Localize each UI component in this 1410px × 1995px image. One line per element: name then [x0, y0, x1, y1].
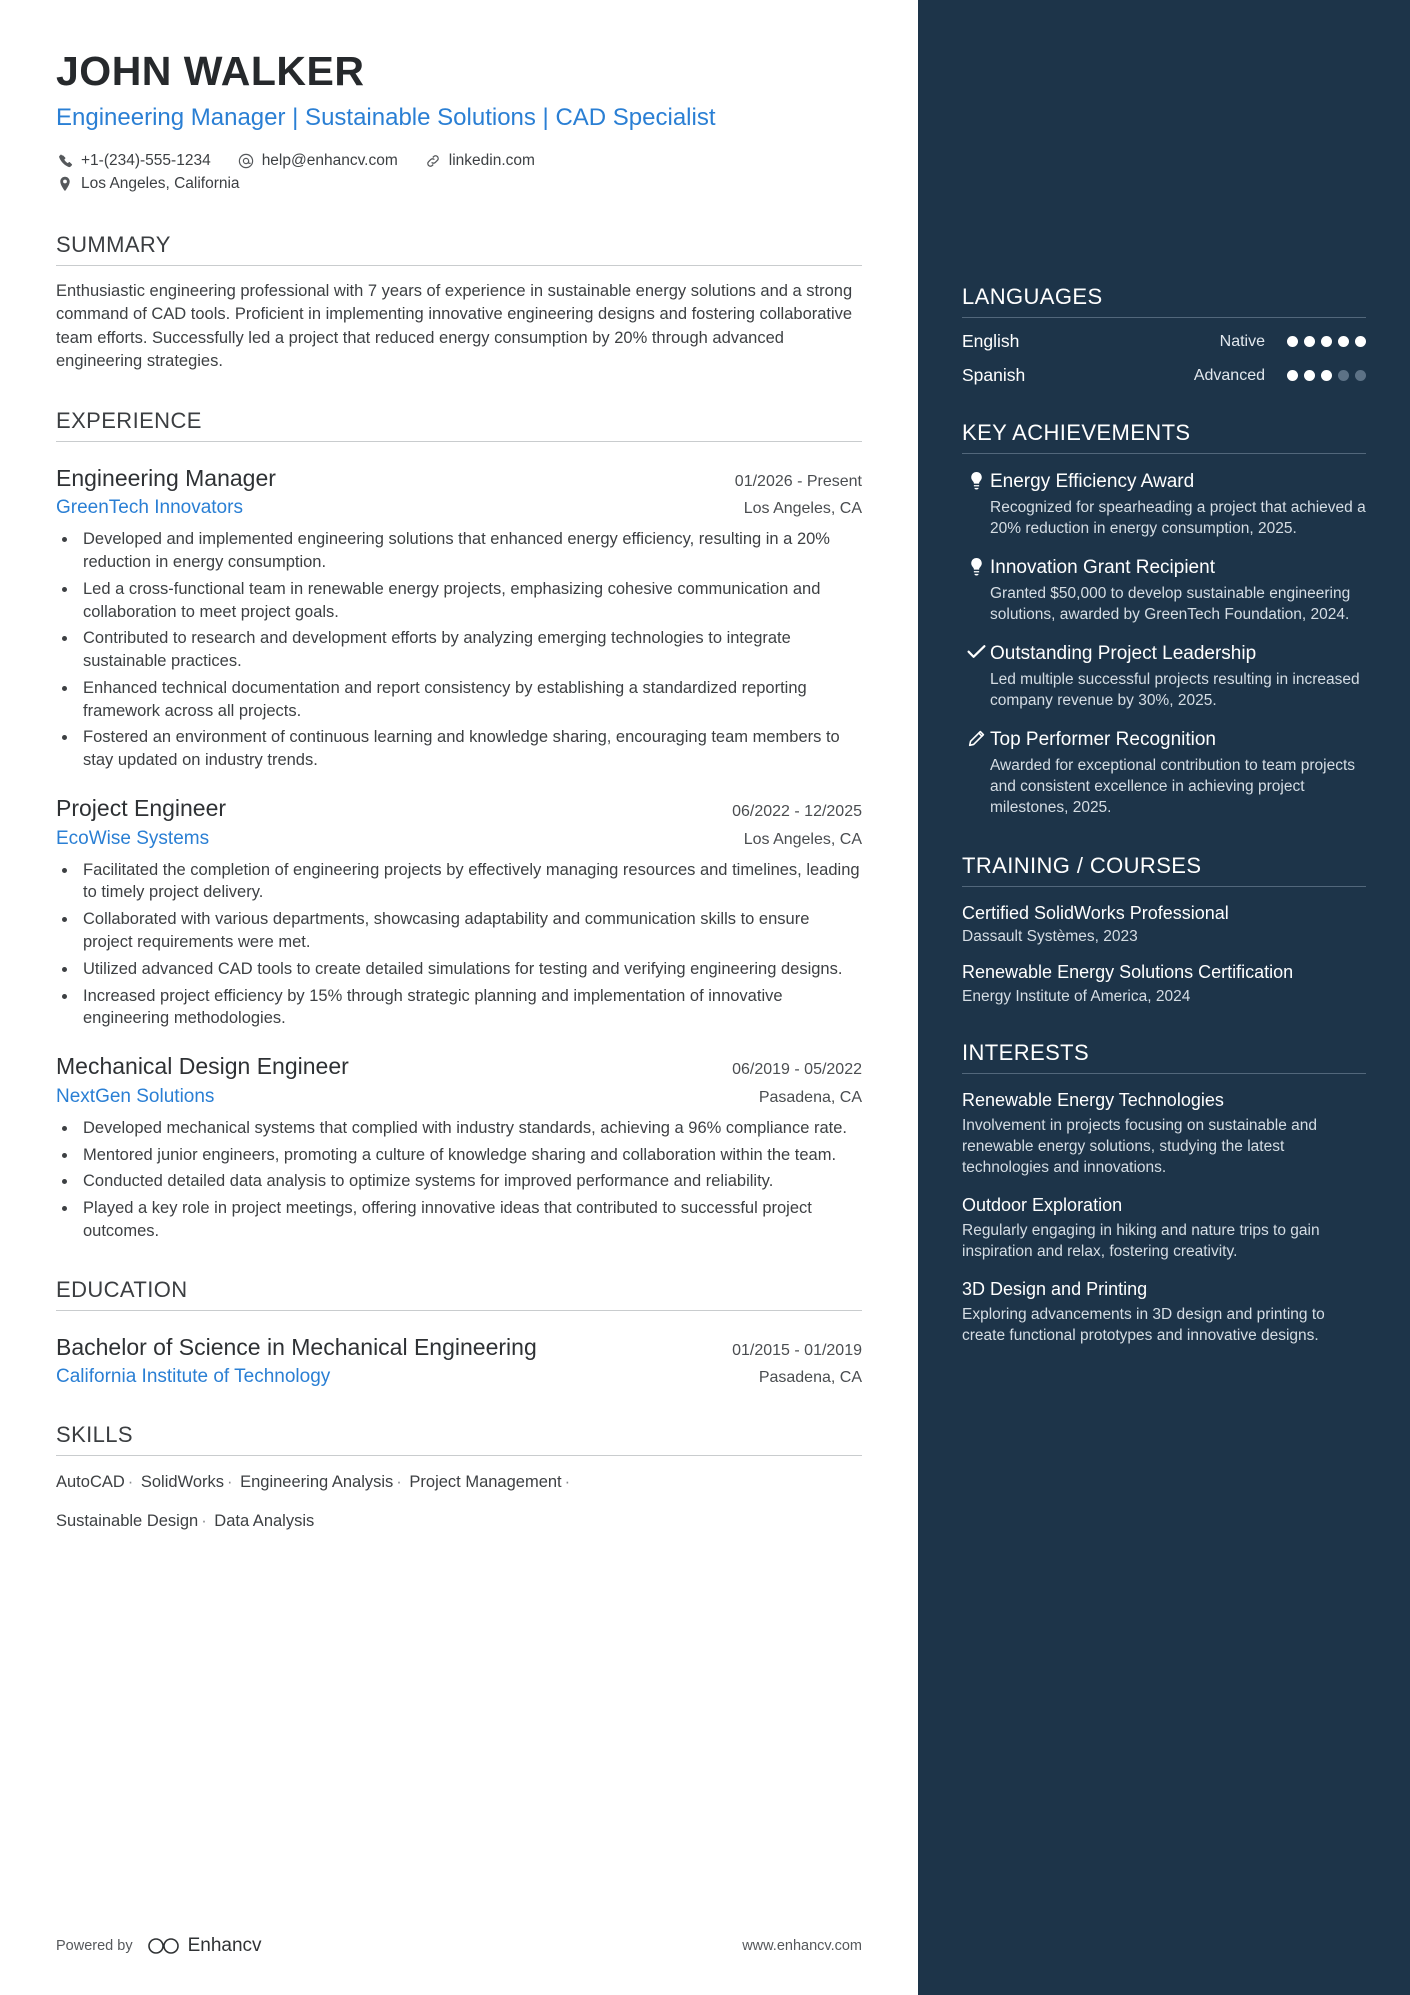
achievement-item [962, 642, 1366, 712]
job-bullet: • Mentored junior engineers, promoting a culture of knowledge sharing and collaboration within the team. [78, 1144, 862, 1167]
interest-desc: Regularly engaging in hiking and nature trips to gain inspiration and relax, fostering creativity. [962, 1222, 1320, 1260]
achievement-desc: Led multiple successful projects resulting in increased company revenue by 30%, 2025. [990, 671, 1360, 710]
skill-item: Project Management [409, 1473, 562, 1492]
job-bullet: • Conducted detailed data analysis to optimize systems for improved performance and reliability. [78, 1170, 862, 1193]
job-dates: 06/2022 - 12/2025 [732, 802, 862, 820]
section-title-summary: SUMMARY [56, 232, 862, 266]
language-row [962, 365, 1366, 386]
job-title: Project Engineer [56, 794, 227, 821]
section-title-experience: EXPERIENCE [56, 408, 862, 442]
skill-item: AutoCAD [56, 1473, 125, 1492]
job-bullets [56, 1117, 862, 1243]
section-title-interests: INTERESTS [962, 1040, 1366, 1074]
contact-phone-text: +1-(234)-555-1234 [81, 151, 211, 169]
footer-website[interactable]: www.enhancv.com [742, 1938, 862, 1954]
phone-icon [56, 152, 74, 170]
language-name: Spanish [962, 365, 1026, 385]
skills-line-2: Sustainable Design · Data Analysis [56, 1512, 315, 1531]
job-company[interactable]: GreenTech Innovators [56, 497, 243, 519]
summary-text: Enthusiastic engineering professional with 7 years of experience in sustainable energy solutions and a strong command of CAD tools. Proficient in implementing innovative engineering designs and fostering collaborative team efforts. Successfully led a project that reduced energy consumption by 20% through advanced engineering strategies. [56, 281, 853, 371]
powered-by [56, 1935, 262, 1957]
job-bullet: • Played a key role in project meetings, offering innovative ideas that contributed to successful project outcomes. [78, 1197, 862, 1243]
job-location: Los Angeles, CA [743, 830, 862, 848]
section-title-achievements: KEY ACHIEVEMENTS [962, 420, 1366, 454]
lightbulb-icon [962, 556, 990, 626]
interest-item [962, 1194, 1366, 1263]
interest-desc: Exploring advancements in 3D design and printing to create functional prototypes and innovative designs. [962, 1306, 1325, 1345]
skill-item: Data Analysis [214, 1512, 315, 1531]
interest-name: 3D Design and Printing [962, 1278, 1148, 1299]
achievement-title: Top Performer Recognition [990, 729, 1216, 751]
email-icon [237, 152, 255, 170]
page-footer [56, 1935, 862, 1957]
interest-name: Outdoor Exploration [962, 1194, 1123, 1215]
achievement-desc: Granted $50,000 to develop sustainable engineering solutions, awarded by GreenTech Foundation, 2024. [990, 585, 1351, 624]
achievement-item [962, 728, 1366, 819]
job-location: Pasadena, CA [758, 1088, 862, 1106]
job-bullets [56, 859, 862, 1030]
course-name: Renewable Energy Solutions Certification [962, 962, 1294, 983]
contact-linkedin-text: linkedin.com [448, 151, 535, 169]
contact-linkedin[interactable] [424, 152, 535, 170]
achievement-title: Energy Efficiency Award [990, 471, 1195, 492]
job-title: Mechanical Design Engineer [56, 1053, 349, 1080]
experience-entry [56, 1052, 862, 1243]
course-item [962, 961, 1366, 1005]
job-bullet: • Utilized advanced CAD tools to create detailed simulations for testing and verifying engineering designs. [78, 958, 862, 981]
interest-item [962, 1278, 1366, 1347]
language-level: Advanced [1193, 366, 1265, 384]
language-level: Native [1219, 332, 1265, 350]
job-company[interactable]: NextGen Solutions [56, 1085, 215, 1107]
interest-name: Renewable Energy Technologies [962, 1089, 1224, 1110]
education-dates: 01/2015 - 01/2019 [732, 1341, 862, 1359]
language-level-dots [1281, 336, 1366, 347]
skill-item: Engineering Analysis [240, 1473, 394, 1492]
candidate-name: JOHN WALKER [56, 48, 365, 94]
contact-email[interactable] [237, 152, 398, 170]
contact-location-text: Los Angeles, California [81, 174, 240, 192]
contact-email-text: help@enhancv.com [261, 151, 398, 169]
pen-icon [962, 728, 990, 819]
achievement-title: Outstanding Project Leadership [990, 643, 1257, 665]
interest-desc: Involvement in projects focusing on sustainable and renewable energy solutions, studying the latest technologies and innovations. [962, 1116, 1317, 1176]
section-title-languages: LANGUAGES [962, 284, 1366, 318]
course-name: Certified SolidWorks Professional [962, 902, 1229, 923]
job-bullet: • Developed mechanical systems that complied with industry standards, achieving a 96% compliance rate. [78, 1117, 862, 1140]
section-title-skills: SKILLS [56, 1422, 862, 1456]
check-icon [962, 642, 990, 712]
achievement-item [962, 470, 1366, 540]
education-location: Pasadena, CA [758, 1369, 862, 1387]
job-bullet: • Facilitated the completion of engineering projects by effectively managing resources and timelines, leading to timely project delivery. [78, 859, 862, 905]
achievement-desc: Recognized for spearheading a project that achieved a 20% reduction in energy consumption, 2025. [990, 499, 1366, 538]
course-org: Dassault Systèmes, 2023 [962, 928, 1138, 946]
language-name: English [962, 331, 1020, 351]
job-company[interactable]: EcoWise Systems [56, 827, 210, 849]
contact-row [56, 152, 862, 198]
job-bullet: • Enhanced technical documentation and report consistency by establishing a standardized reporting framework across all projects. [78, 677, 862, 723]
job-bullet: • Developed and implemented engineering solutions that enhanced energy efficiency, resulting in a 20% reduction in energy consumption. [78, 528, 862, 574]
brand-name: Enhancv [187, 1935, 262, 1956]
skills-line-1: AutoCAD · SolidWorks · Engineering Analysis · Project Management · [56, 1473, 571, 1492]
job-title: Engineering Manager [56, 464, 276, 491]
experience-entry [56, 464, 862, 772]
language-level-dots [1281, 370, 1366, 381]
education-degree: Bachelor of Science in Mechanical Engineering [56, 1333, 537, 1360]
job-bullet: • Collaborated with various departments, showcasing adaptability and communication skills to ensure project requirements were met. [78, 908, 862, 954]
contact-location [56, 175, 240, 193]
location-pin-icon [56, 175, 74, 193]
achievement-desc: Awarded for exceptional contribution to team projects and consistent excellence in achieving project milestones, 2025. [990, 757, 1356, 817]
powered-by-label: Powered by [56, 1938, 133, 1954]
education-school[interactable]: California Institute of Technology [56, 1366, 331, 1388]
course-org: Energy Institute of America, 2024 [962, 987, 1191, 1005]
lightbulb-icon [962, 470, 990, 540]
skill-item: Sustainable Design [56, 1512, 199, 1531]
language-row [962, 331, 1366, 352]
job-bullet: • Fostered an environment of continuous learning and knowledge sharing, encouraging team members to stay updated on industry trends. [78, 726, 862, 772]
experience-entry [56, 794, 862, 1030]
candidate-headline: Engineering Manager | Sustainable Solutions | CAD Specialist [56, 104, 716, 132]
job-location: Los Angeles, CA [743, 500, 862, 518]
education-entry [56, 1333, 862, 1389]
sidebar-column [918, 0, 1410, 1995]
skill-item: SolidWorks [140, 1473, 225, 1492]
section-title-training: TRAINING / COURSES [962, 853, 1366, 887]
achievement-title: Innovation Grant Recipient [990, 557, 1215, 579]
course-item [962, 902, 1366, 946]
job-bullets [56, 528, 862, 772]
achievement-item [962, 556, 1366, 626]
interest-item [962, 1089, 1366, 1179]
enhancv-logo [147, 1935, 262, 1957]
job-bullet: • Led a cross-functional team in renewable energy projects, emphasizing cohesive communication and collaboration to meet project goals. [78, 578, 862, 624]
job-dates: 01/2026 - Present [734, 472, 862, 490]
job-bullet: • Increased project efficiency by 15% through strategic planning and implementation of innovative engineering methodologies. [78, 985, 862, 1031]
job-bullet: • Contributed to research and development efforts by analyzing emerging technologies to integrate sustainable practices. [78, 627, 862, 673]
contact-phone[interactable] [56, 152, 211, 170]
job-dates: 06/2019 - 05/2022 [732, 1061, 862, 1079]
section-title-education: EDUCATION [56, 1277, 862, 1311]
link-icon [424, 152, 442, 170]
